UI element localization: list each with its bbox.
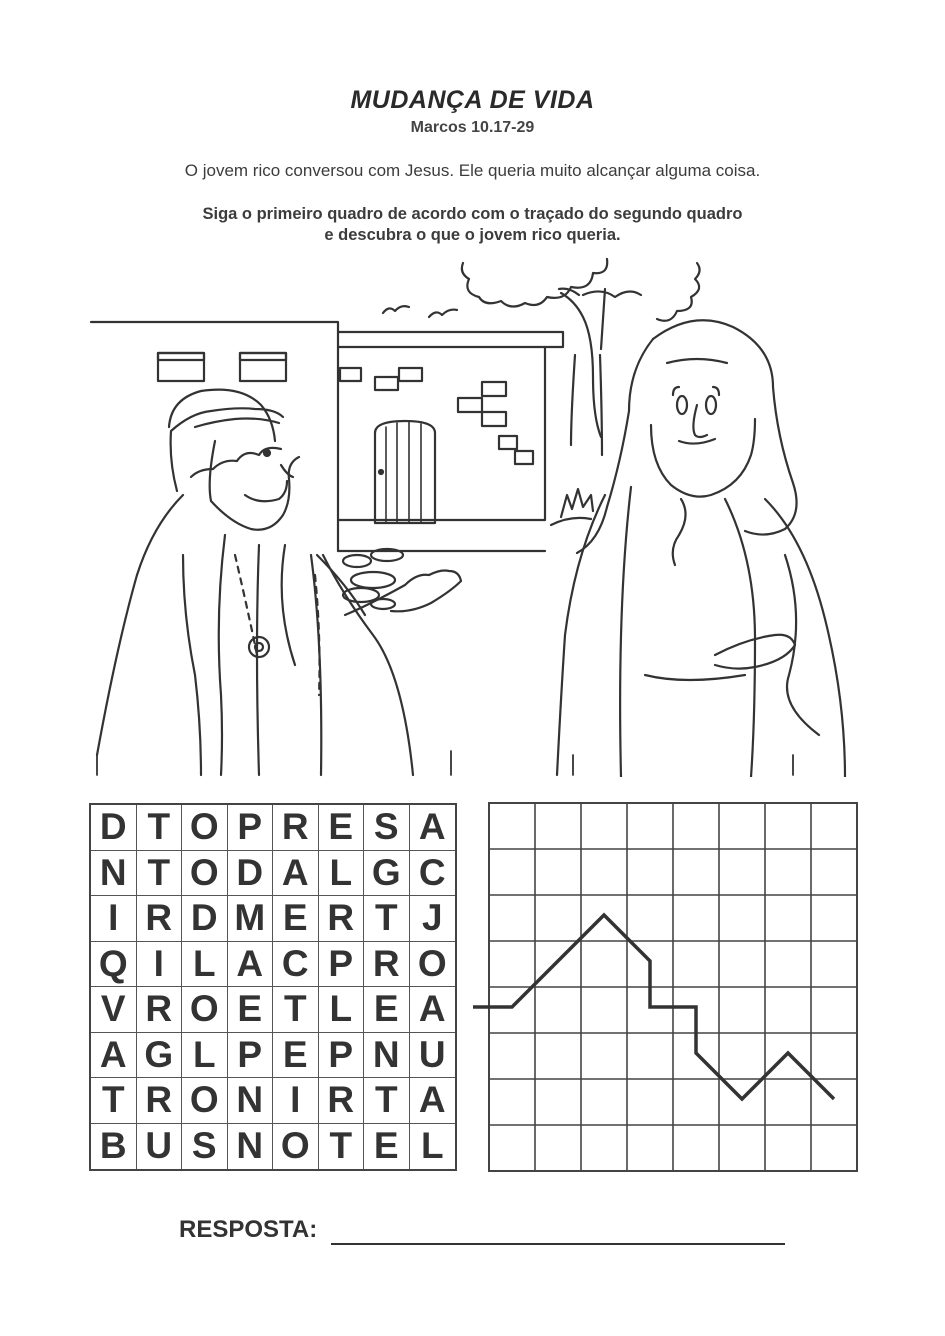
letter-cell: A [91,1033,137,1079]
building [338,332,563,347]
letter-cell: N [364,1033,410,1079]
letter-cell: L [182,942,228,988]
letter-cell: R [364,942,410,988]
path-grid-lines [489,803,857,1171]
letter-cell: N [91,851,137,897]
letter-cell: I [273,1078,319,1124]
letter-cell: Q [91,942,137,988]
letter-cell: E [228,987,274,1033]
letter-cell: T [319,1124,365,1170]
answer-field[interactable] [331,1243,785,1245]
letter-cell: O [182,851,228,897]
instructions [0,204,945,246]
letter-cell: R [137,896,183,942]
letter-cell: J [410,896,456,942]
letter-cell: N [228,1124,274,1170]
letter-cell: G [364,851,410,897]
letter-cell: A [410,987,456,1033]
letter-cell: A [228,942,274,988]
letter-cell: O [273,1124,319,1170]
letter-cell: P [319,942,365,988]
bible-reference: Marcos 10.17-29 [410,119,535,136]
letter-cell: O [182,805,228,851]
bird-icon [429,310,457,317]
letter-cell: L [182,1033,228,1079]
letter-cell: A [410,1078,456,1124]
letter-cell: C [273,942,319,988]
letter-cell: E [319,805,365,851]
letter-cell: I [91,896,137,942]
letter-cell: E [273,896,319,942]
letter-cell: T [91,1078,137,1124]
letter-cell: S [364,805,410,851]
letter-cell: R [319,1078,365,1124]
letter-cell: A [273,851,319,897]
answer-label: RESPOSTA: [179,1216,318,1243]
letter-grid [89,803,457,1171]
letter-cell: O [410,942,456,988]
bird-icon [383,306,409,313]
trace-path [473,915,834,1099]
rich-young-man [97,390,461,775]
letter-cell: P [228,1033,274,1079]
letter-cell: T [364,896,410,942]
building [91,322,338,551]
letter-cell: M [228,896,274,942]
tree [462,259,607,307]
intro-text: O jovem rico conversou com Jesus. Ele queria muito alcançar alguma coisa. [184,161,761,180]
letter-cell: O [182,1078,228,1124]
letter-cell: B [91,1124,137,1170]
page-title: MUDANÇA DE VIDA [350,86,595,114]
letter-cell: D [91,805,137,851]
letter-cell: L [420,1125,444,1167]
letter-cell: U [410,1033,456,1079]
path-grid [470,800,862,1176]
letter-cell: D [182,896,228,942]
letter-cell: O [182,987,228,1033]
bush [561,489,593,517]
letter-cell: E [364,1124,410,1170]
instruction-line-1: Siga o primeiro quadro de acordo com o traçado do segundo quadro [202,205,743,223]
letter-cell: E [364,987,410,1033]
building-window [158,353,204,381]
letter-cell: C [410,851,456,897]
letter-cell: I [137,942,183,988]
coloring-illustration [85,255,860,777]
letter-cell: U [137,1124,183,1170]
letter-cell: R [137,987,183,1033]
letter-cell: T [137,805,183,851]
letter-cell: T [137,851,183,897]
building-window [240,353,286,381]
letter-cell: E [273,1033,319,1079]
letter-cell: G [137,1033,183,1079]
letter-cell: P [228,805,274,851]
letter-cell: R [273,805,319,851]
letter-cell: R [137,1078,183,1124]
letter-cell: L [319,851,365,897]
letter-cell: A [410,805,456,851]
letter-cell: V [91,987,137,1033]
instruction-line-2: e descubra o que o jovem rico queria. [324,226,621,244]
letter-cell: N [228,1078,274,1124]
letter-cell: T [364,1078,410,1124]
letter-cell: T [273,987,319,1033]
letter-cell: R [319,896,365,942]
letter-cell: L [319,987,365,1033]
letter-cell: D [228,851,274,897]
letter-cell: P [319,1033,365,1079]
letter-cell: S [182,1124,228,1170]
